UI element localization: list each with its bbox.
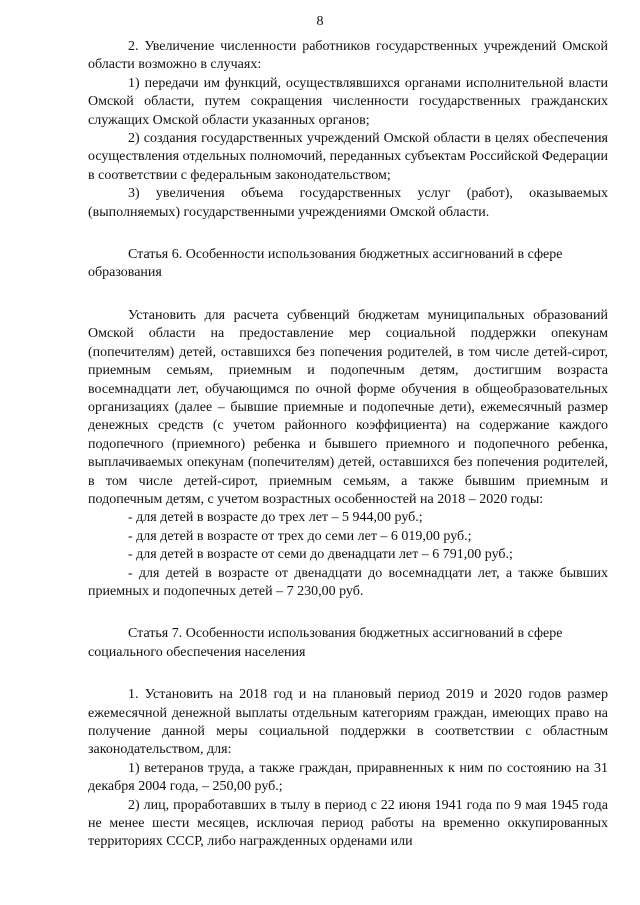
section2-item-3: 3) увеличения объема государственных услуг (работ), оказываемых (выполняемых) государственными учреждениями Омской области. xyxy=(88,186,608,220)
article6-title: Статья 6. Особенности использования бюджетных ассигнований в сфере образования xyxy=(88,247,563,281)
article6-item-1: - для детей в возрасте до трех лет – 5 944,00 руб.; xyxy=(128,510,423,526)
section2-item-2: 2) создания государственных учреждений Омской области в целях обеспечения осуществления отдельных полномочий, переданных субъектам Российской Федерации в соответствии с федеральным законодательством; xyxy=(88,131,608,183)
article6-item-3: - для детей в возрасте от семи до двенадцати лет – 6 791,00 руб.; xyxy=(128,547,513,563)
article6-paragraph: Установить для расчета субвенций бюджетам муниципальных образований Омской области на предоставление мер социальной поддержки опекунам (попечителям) детей, оставшихся без попечения родителей, в том числе детей-сирот, приемным семьям, приемным и подопечным детям, достигшим возраста восемнадцати лет, обучающимся по очной форме обучения в общеобразовательных организациях (далее – бывшие приемные и подопечные дети), ежемесячный размер денежных средств (с учетом районного коэффициента) на содержание каждого подопечного (приемного) ребенка и бывшего приемного и подопечного ребенка, выплачиваемых опекунам (попечителям) детей, оставшихся без попечения родителей, в том числе детей-сирот, приемным семьям, а также бывшим приемным и подопечным детям, с учетом возрастных особенностей на 2018 – 2020 годы: xyxy=(88,307,608,507)
spacer xyxy=(88,283,608,307)
article7-item-2: 2) лиц, проработавших в тылу в период с 22 июня 1941 года по 9 мая 1945 года не менее шести месяцев, исключая период работы на временно оккупированных территориях СССР, либо награжденных орденами или xyxy=(88,797,608,850)
section2-intro: 2. Увеличение численности работников государственных учреждений Омской области возможно в случаях: xyxy=(88,39,608,73)
section2-item-1: 1) передачи им функций, осуществлявшихся органами исполнительной власти Омской области, путем сокращения численности государственных гражданских служащих Омской области указанных органов; xyxy=(88,75,608,128)
article6-item-2: - для детей в возрасте от трех до семи лет – 6 019,00 руб.; xyxy=(128,528,472,544)
document-body xyxy=(88,38,608,852)
spacer xyxy=(88,222,608,246)
spacer xyxy=(88,662,608,686)
article7-paragraph: 1. Установить на 2018 год и на плановый период 2019 и 2020 годов размер ежемесячной денежной выплаты отдельным категориям граждан, имеющих право на получение данной меры социальной поддержки в соответствии с областным законодательством, для: xyxy=(88,687,608,758)
page-number: 8 xyxy=(316,14,324,29)
article7-item-1: 1) ветеранов труда, а также граждан, приравненных к ним по состоянию на 31 декабря 2004 года, – 250,00 руб.; xyxy=(88,760,608,795)
spacer xyxy=(88,601,608,625)
article6-item-4: - для детей в возрасте от двенадцати до восемнадцати лет, а также бывших приемных и подопечных детей – 7 230,00 руб. xyxy=(88,565,608,599)
article7-title: Статья 7. Особенности использования бюджетных ассигнований в сфере социального обеспечения населения xyxy=(88,626,563,660)
